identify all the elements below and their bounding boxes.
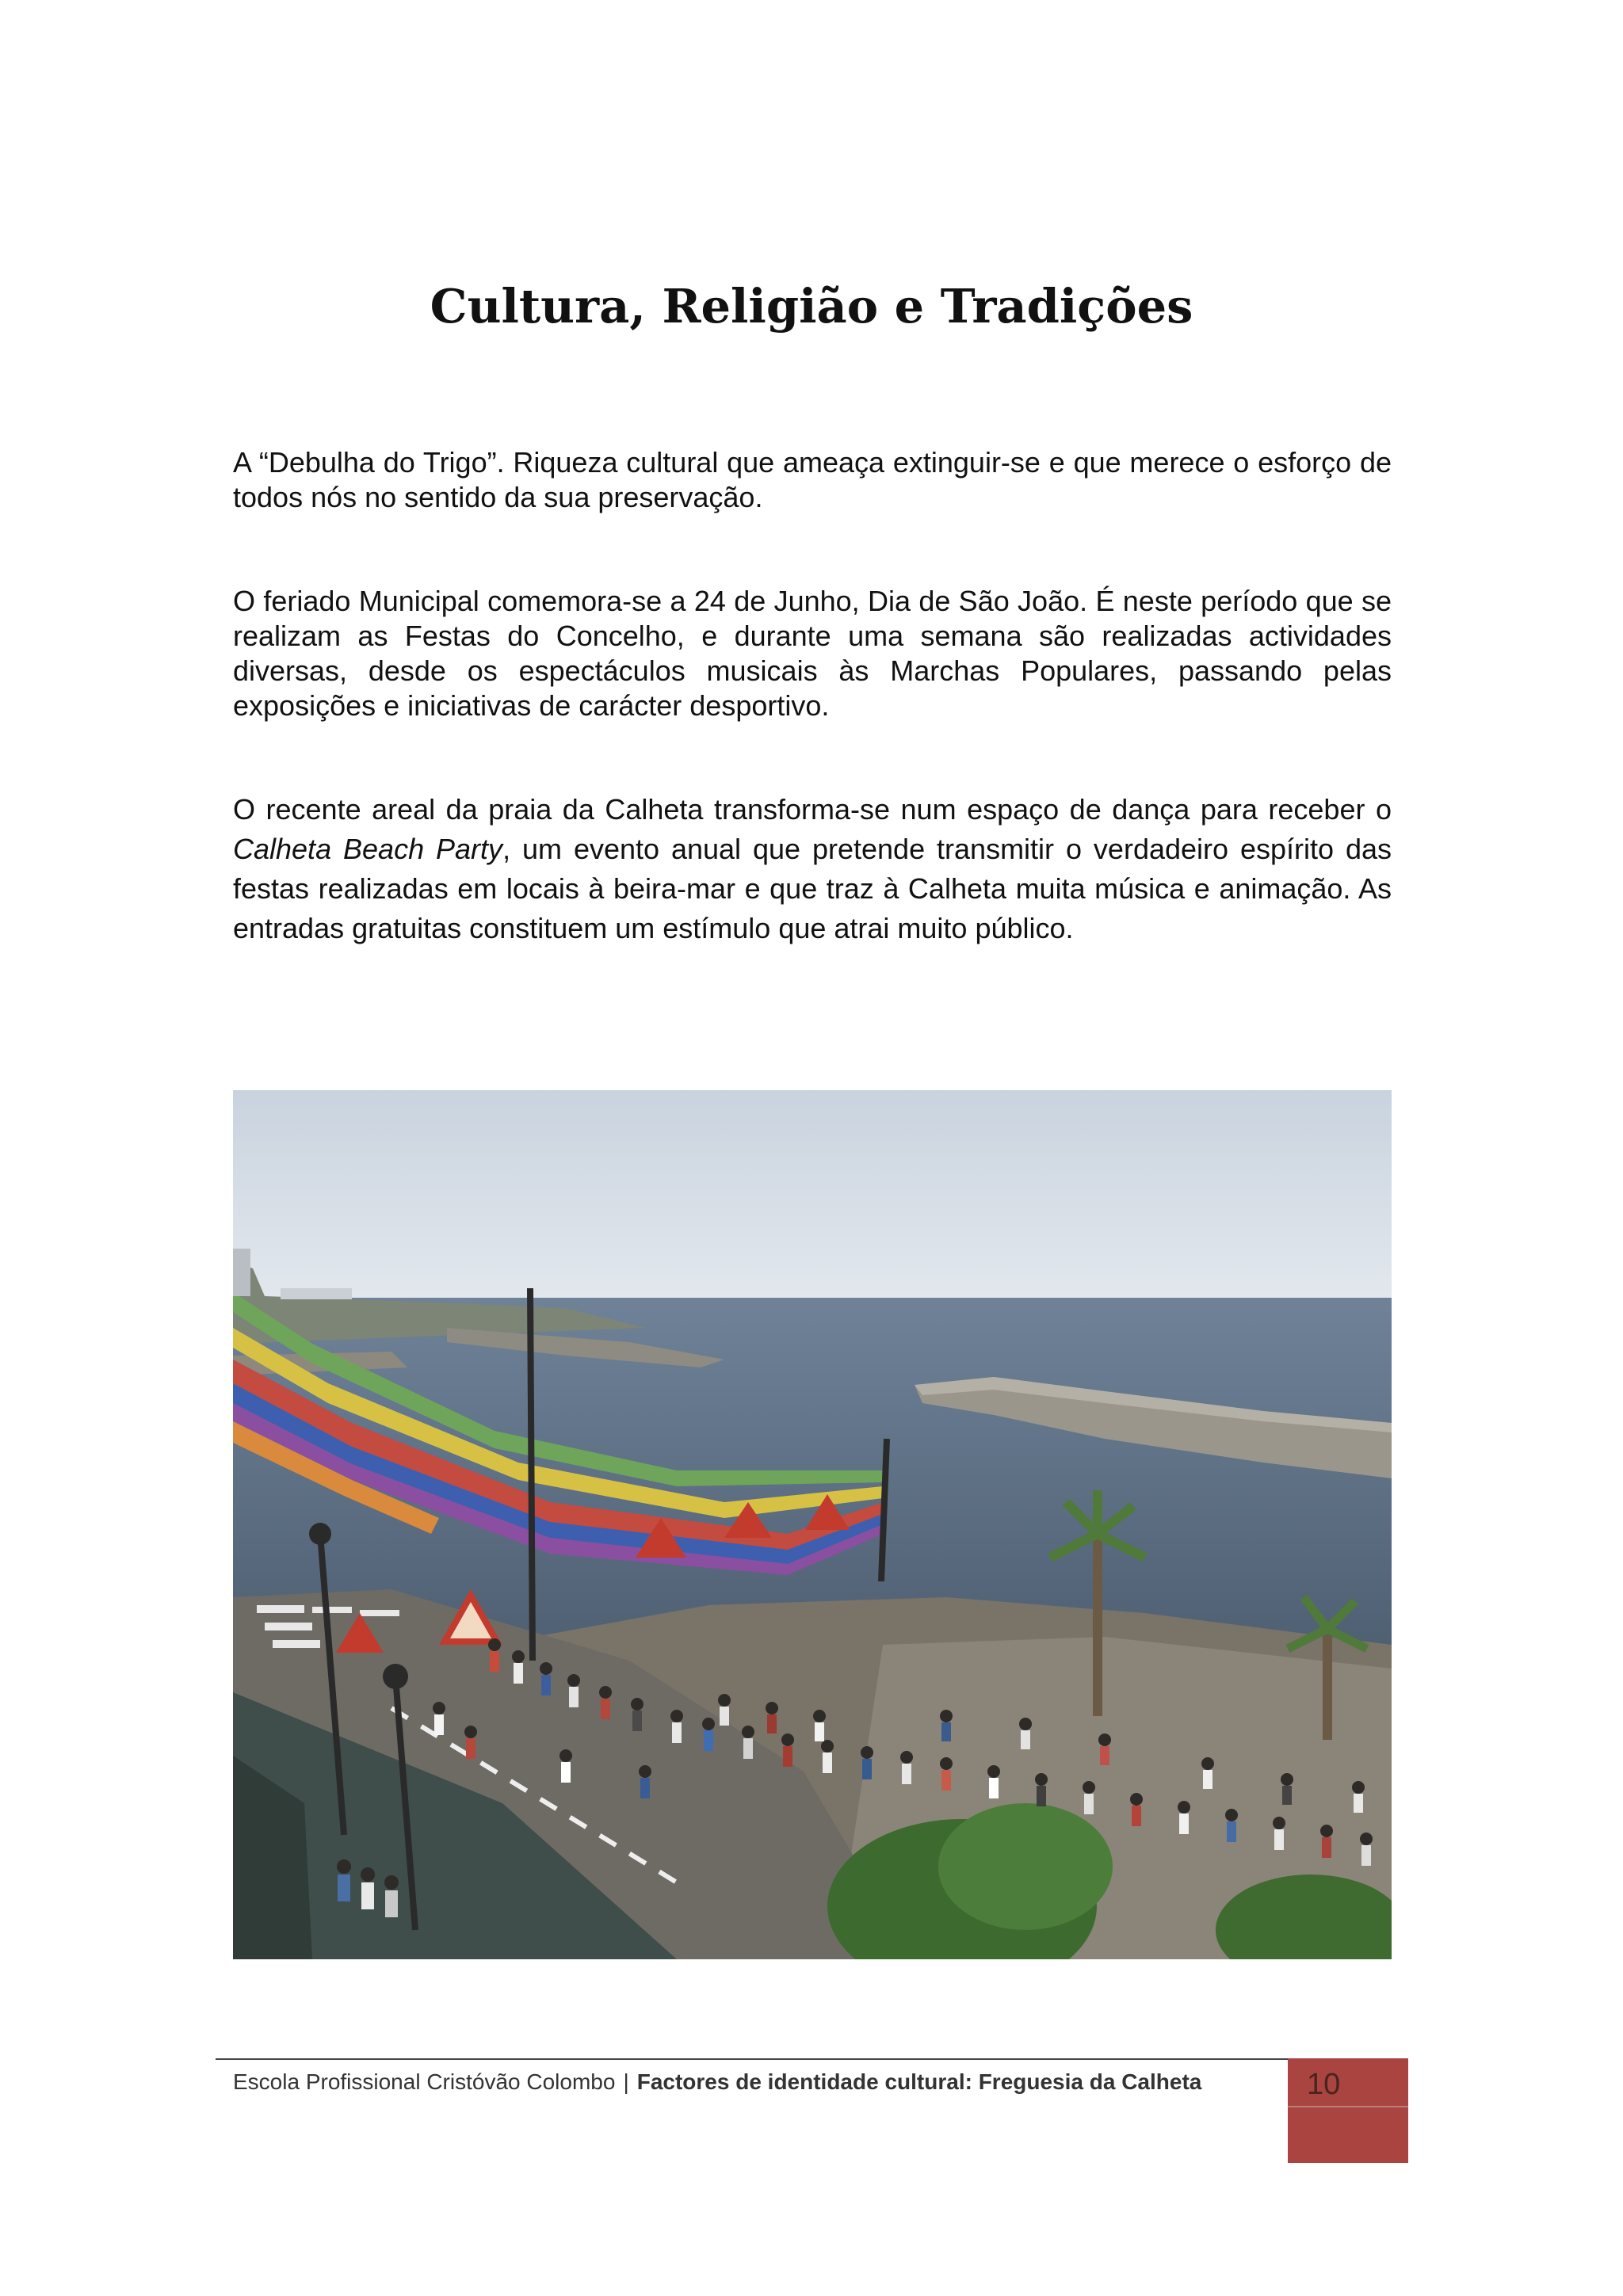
footer-subject: Factores de identidade cultural: Freguesia da Calheta — [636, 2069, 1202, 2094]
beach-festival-photo — [233, 1090, 1392, 1959]
paragraph-beach-party-end: , um evento anual que pretende transmitir o verdadeiro espírito das festas realizadas em locais à beira-mar e que traz à Calheta muita música e animação. As entradas gratuitas constituem um estímulo que atrai muito público. — [233, 833, 1392, 944]
event-name: Calheta Beach Party — [233, 833, 503, 865]
page-number: 10 — [1307, 2068, 1341, 2101]
page-number-divider — [1288, 2106, 1408, 2107]
footer-school: Escola Profissional Cristóvão Colombo — [233, 2069, 616, 2094]
footer-separator: | — [623, 2069, 629, 2094]
page-number-box — [1288, 2058, 1408, 2163]
page-title: Cultura, Religião e Tradições — [430, 279, 1193, 334]
footer — [233, 2069, 1201, 2095]
paragraph-debulha: A “Debulha do Trigo”. Riqueza cultural que ameaça extinguir-se e que merece o esforço de todos nós no sentido da sua preservação. — [233, 446, 1392, 513]
paragraph-beach-party — [233, 790, 1392, 948]
paragraph-feriado: O feriado Municipal comemora-se a 24 de Junho, Dia de São João. É neste período que se realizam as Festas do Concelho, e durante uma semana são realizadas actividades diversas, desde os espectáculos musicais às Marchas Populares, passando pelas exposições e iniciativas de carácter desportivo. — [233, 585, 1392, 722]
footer-rule — [216, 2058, 1407, 2060]
paragraph-beach-party-start: O recente areal da praia da Calheta transforma-se num espaço de dança para receber o — [233, 793, 1392, 826]
